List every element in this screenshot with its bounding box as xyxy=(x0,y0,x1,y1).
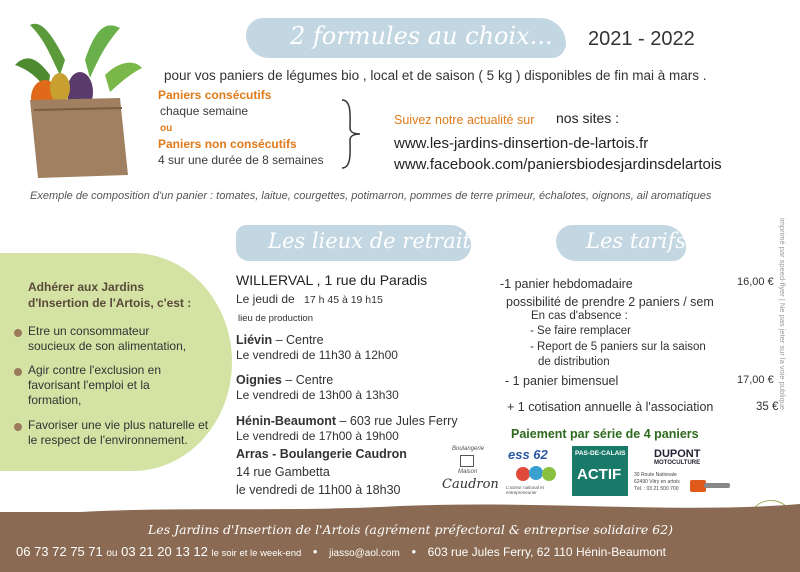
tarif-weekly: -1 panier hebdomadaire xyxy=(500,277,633,291)
footer-phone-note: le soir et le week-end xyxy=(211,548,302,559)
oignies-location xyxy=(236,373,333,387)
example-composition: Exemple de composition d'un panier : tomates, laitue, courgettes, potimarron, pommes de terre primeur, échalotes, oignons, ail aromatiques xyxy=(30,190,712,202)
bullet-dot xyxy=(14,368,22,376)
intro-text: pour vos paniers de légumes bio , local et de saison ( 5 kg ) disponibles de fin mai à mars . xyxy=(164,68,707,83)
ess62-caption: L'acteur national et entrepreneurier xyxy=(506,485,544,495)
lievin-location xyxy=(236,333,324,347)
footer-contact xyxy=(16,544,666,559)
arras-hours: le vendredi de 11h00 à 18h30 xyxy=(236,483,401,497)
or-label: ou xyxy=(160,123,173,134)
footer-phone[interactable]: 06 73 72 75 71 xyxy=(16,544,103,559)
vegetable-basket-icon xyxy=(10,20,145,180)
henin-location xyxy=(236,414,458,428)
hands-icon xyxy=(514,465,558,483)
dupont-logo xyxy=(634,446,734,496)
adhere-item-3: Favoriser une vie plus naturelle et le respect de l'environnement. xyxy=(28,418,209,447)
willerval-note: lieu de production xyxy=(238,313,313,324)
caudron-name: Caudron xyxy=(442,477,499,492)
actif-logo xyxy=(572,446,628,496)
actif-top: PAS-DE-CALAIS xyxy=(575,450,626,457)
tarif-biweekly-price: 17,00 € xyxy=(737,374,774,386)
dupont-name: DUPONT xyxy=(654,448,701,460)
side-print-note: imprimé par speed-flyer | Ne pas jeter sur la voie publique. xyxy=(778,218,787,413)
tarif-defer-2: de distribution xyxy=(538,356,610,368)
arras-street: 14 rue Gambetta xyxy=(236,465,330,479)
lievin-place: – Centre xyxy=(272,333,324,347)
henin-hours: Le vendredi de 17h00 à 19h00 xyxy=(236,429,399,443)
curly-brace-icon xyxy=(340,98,362,170)
oignies-name: Oignies xyxy=(236,373,282,387)
tarif-replace: - Se faire remplacer xyxy=(530,325,631,337)
footer-org: Les Jardins d'Insertion de l'Artois (agrément préfectoral & entreprise solidaire 62) xyxy=(148,522,674,537)
consecutive-title: Paniers consécutifs xyxy=(158,88,272,102)
dupont-addr1: 30 Route Nationale xyxy=(634,472,677,478)
season-label: 2021 - 2022 xyxy=(588,28,695,50)
footer-email[interactable]: jiasso@aol.com xyxy=(329,548,400,559)
bullet-dot xyxy=(14,329,22,337)
ess62-logo xyxy=(506,447,564,495)
henin-place: – 603 rue Jules Ferry xyxy=(336,414,458,428)
bullet-dot xyxy=(14,423,22,431)
footer-or: ou xyxy=(106,548,118,559)
payment-note: Paiement par série de 4 paniers xyxy=(511,427,699,441)
footer-separator-dot: • xyxy=(411,544,417,559)
footer-phone-2[interactable]: 03 21 20 13 12 xyxy=(121,544,208,559)
consecutive-desc: chaque semaine xyxy=(160,104,249,118)
sites-label: nos sites : xyxy=(556,110,620,126)
dupont-tel: Tél. : 03 21 500 700 xyxy=(634,486,679,492)
adhere-title: Adhérer aux Jardins d'Insertion de l'Artois, c'est : xyxy=(28,280,192,310)
willerval-day: Le jeudi de xyxy=(236,292,295,306)
caudron-logo xyxy=(438,446,498,496)
caudron-emblem xyxy=(460,455,474,467)
nonconsecutive-desc: 4 sur une durée de 8 semaines xyxy=(158,153,324,167)
willerval-title: WILLERVAL , 1 rue du Paradis xyxy=(236,272,428,288)
formulas-title: 2 formules au choix... xyxy=(290,22,553,50)
website-link[interactable]: www.les-jardins-dinsertion-de-lartois.fr xyxy=(394,135,649,152)
oignies-hours: Le vendredi de 13h00 à 13h30 xyxy=(236,388,399,402)
chainsaw-icon xyxy=(688,472,732,494)
willerval-hours: 17 h 45 à 19 h15 xyxy=(304,294,383,306)
actif-name: ACTIF xyxy=(577,466,622,483)
facebook-link[interactable]: www.facebook.com/paniersbiodesjardinsdelartois xyxy=(394,156,722,173)
tarif-fee-price: 35 € xyxy=(756,401,779,413)
nonconsecutive-title: Paniers non consécutifs xyxy=(158,137,297,151)
dupont-sub: MOTOCULTURE xyxy=(654,460,701,466)
caudron-maison: Maison xyxy=(458,469,478,475)
tarif-defer-1: - Report de 5 paniers sur la saison xyxy=(530,341,706,353)
adhere-item-2: Agir contre l'exclusion en favorisant l'emploi et la formation, xyxy=(28,363,162,407)
ess62-name: ess 62 xyxy=(508,447,548,462)
tarif-weekly-price: 16,00 € xyxy=(737,276,774,288)
henin-name: Hénin-Beaumont xyxy=(236,414,336,428)
arras-name: Arras - Boulangerie Caudron xyxy=(236,447,407,461)
dupont-addr2: 62490 Vitry en artois xyxy=(634,479,680,485)
adhere-item-1: Etre un consommateur soucieux de son alimentation, xyxy=(28,324,187,353)
tarif-biweekly: - 1 panier bimensuel xyxy=(505,374,619,388)
tarif-two-baskets: possibilité de prendre 2 paniers / sem xyxy=(506,295,714,309)
caudron-small: Boulangerie xyxy=(452,446,485,452)
footer-separator-dot: • xyxy=(312,544,318,559)
footer xyxy=(0,512,800,572)
lievin-name: Liévin xyxy=(236,333,273,347)
oignies-place: – Centre xyxy=(281,373,334,387)
tarif-fee: + 1 cotisation annuelle à l'association xyxy=(507,400,714,414)
tarifs-title: Les tarifs xyxy=(586,229,687,253)
lievin-hours: Le vendredi de 11h30 à 12h00 xyxy=(236,348,398,362)
pickup-title: Les lieux de retrait xyxy=(268,229,471,253)
footer-address: 603 rue Jules Ferry, 62 110 Hénin-Beaumont xyxy=(427,545,666,559)
news-label: Suivez notre actualité sur xyxy=(394,113,535,127)
tarif-absence: En cas d'absence : xyxy=(531,310,628,322)
